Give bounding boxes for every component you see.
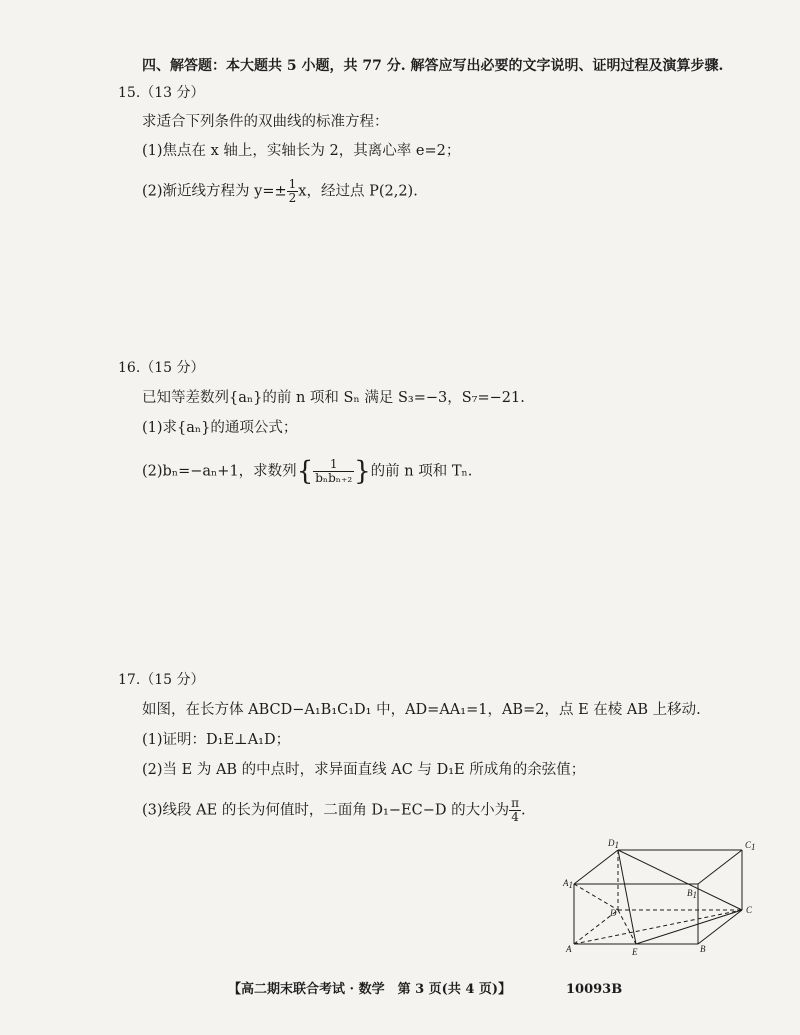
q16-intro: 已知等差数列{aₙ}的前 n 项和 Sₙ 满足 S₃=−3，S₇=−21. [142, 390, 525, 406]
q16-frac-den: bₙbₙ₊₂ [315, 471, 353, 485]
q17-part3-fraction [509, 797, 521, 824]
edge-D-E-hidden [618, 910, 636, 944]
q17-part3 [142, 797, 526, 824]
q17-part1: (1)证明：D₁E⊥A₁D； [142, 732, 291, 748]
q17-frac-den: 4 [511, 810, 519, 824]
q17-number: 17.（15 分） [118, 672, 205, 688]
q15-part1: (1)焦点在 x 轴上，实轴长为 2，其离心率 e=2； [142, 143, 461, 159]
q17-frac-num: π [511, 796, 519, 810]
label-B: B [700, 944, 706, 954]
q16-number: 16.（15 分） [118, 360, 205, 376]
section-header: 四、解答题：本大题共 5 小题，共 77 分. 解答应写出必要的文字说明、证明过程及演算步骤. [142, 58, 724, 74]
right-brace-symbol: } [354, 456, 371, 487]
q16-part1: (1)求{aₙ}的通项公式； [142, 420, 298, 436]
edge-A1-D1 [574, 850, 618, 884]
q17-part3-post: . [520, 802, 526, 819]
label-C: C [746, 905, 753, 915]
q16-part2-post: 的前 n 项和 Tₙ. [370, 463, 473, 480]
q17-intro: 如图，在长方体 ABCD−A₁B₁C₁D₁ 中，AD=AA₁=1，AB=2，点 E 在棱 AB 上移动. [142, 702, 701, 718]
label-C1: C1 [745, 840, 756, 852]
q16-part2 [142, 458, 472, 485]
q15-frac-den: 2 [288, 191, 297, 205]
edge-B-C [698, 910, 742, 944]
edge-E-C [636, 910, 742, 944]
q16-part2-pre: (2)bₙ=−aₙ+1，求数列 [142, 463, 297, 480]
edge-D1-C [618, 850, 742, 910]
q17-part2: (2)当 E 为 AB 的中点时，求异面直线 AC 与 D₁E 所成角的余弦值； [142, 762, 586, 778]
q17-part3-pre: (3)线段 AE 的长为何值时，二面角 D₁−EC−D 的大小为 [142, 802, 510, 819]
q15-part2-fraction [287, 178, 299, 205]
edge-A1-D-hidden [574, 884, 618, 910]
edge-D1-E [618, 850, 636, 944]
q15-intro: 求适合下列条件的双曲线的标准方程： [142, 114, 389, 130]
q15-frac-num: 1 [288, 177, 297, 191]
q16-part2-fraction [313, 458, 354, 485]
label-D: D [610, 908, 617, 918]
q15-part2 [142, 178, 418, 205]
label-B1: B1 [687, 888, 697, 900]
q16-frac-num: 1 [313, 458, 354, 472]
label-E: E [632, 947, 638, 957]
label-D1: D1 [608, 838, 619, 850]
q15-number: 15.（13 分） [118, 85, 205, 101]
left-brace-symbol: { [296, 456, 314, 487]
exam-code: 10093B [566, 982, 623, 997]
cuboid-figure [560, 828, 760, 963]
label-A1: A1 [563, 878, 573, 890]
q15-part2-post: x，经过点 P(2,2). [298, 183, 418, 200]
page-footer: 【高二期末联合考试 · 数学 第 3 页(共 4 页)】 [228, 982, 512, 997]
edge-A-C-hidden [574, 910, 742, 944]
q15-part2-pre: (2)渐近线方程为 y=± [142, 183, 287, 200]
label-A: A [566, 944, 572, 954]
edge-B1-C1 [698, 850, 742, 884]
